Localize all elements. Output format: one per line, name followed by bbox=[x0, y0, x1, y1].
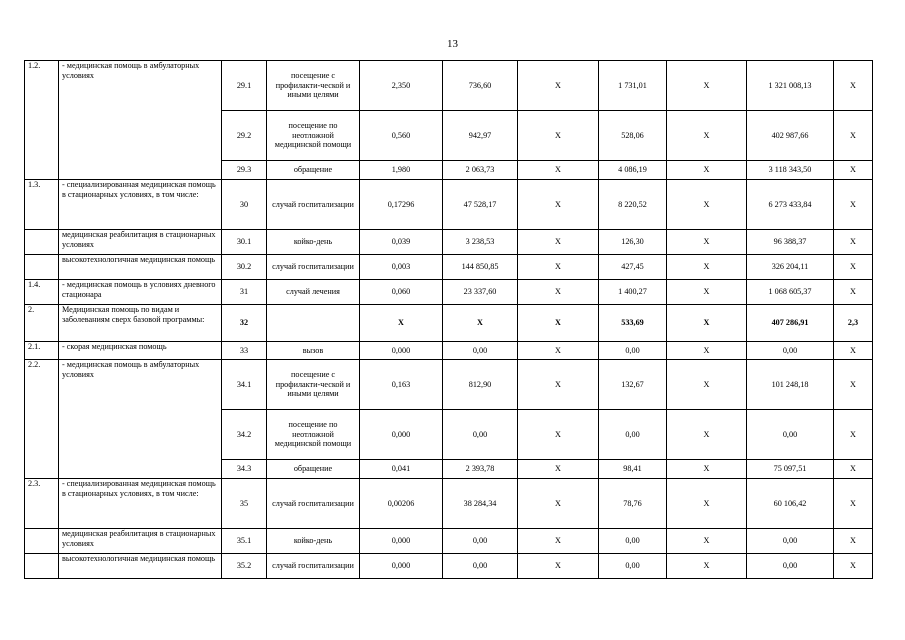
row-value: Х bbox=[667, 342, 747, 360]
row-value: Х bbox=[518, 111, 599, 161]
row-name: - специализированная медицинская помощь в стационарных условиях, в том числе: bbox=[59, 180, 222, 230]
row-number: 2.1. bbox=[25, 342, 59, 360]
table-row bbox=[25, 554, 873, 579]
row-value: 47 528,17 bbox=[443, 180, 518, 230]
row-value: 0,060 bbox=[360, 280, 443, 305]
row-value: 1 731,01 bbox=[599, 61, 667, 111]
row-value: Х bbox=[518, 342, 599, 360]
row-value: 528,06 bbox=[599, 111, 667, 161]
row-code: 30.2 bbox=[222, 255, 267, 280]
row-number bbox=[25, 230, 59, 255]
row-value: 407 286,91 bbox=[747, 305, 834, 342]
row-unit: случай лечения bbox=[267, 280, 360, 305]
row-code: 33 bbox=[222, 342, 267, 360]
row-value: Х bbox=[834, 111, 873, 161]
row-value: Х bbox=[834, 360, 873, 410]
row-unit: вызов bbox=[267, 342, 360, 360]
table-row bbox=[25, 230, 873, 255]
row-name: - специализированная медицинская помощь в стационарных условиях, в том числе: bbox=[59, 479, 222, 529]
row-value: Х bbox=[667, 111, 747, 161]
row-value: 98,41 bbox=[599, 460, 667, 479]
row-value: 0,560 bbox=[360, 111, 443, 161]
row-code: 29.2 bbox=[222, 111, 267, 161]
row-value: 1 068 605,37 bbox=[747, 280, 834, 305]
row-value: Х bbox=[518, 230, 599, 255]
row-value: 75 097,51 bbox=[747, 460, 834, 479]
row-value: 132,67 bbox=[599, 360, 667, 410]
row-value: Х bbox=[834, 460, 873, 479]
row-value: 402 987,66 bbox=[747, 111, 834, 161]
row-value: Х bbox=[667, 410, 747, 460]
row-value: 0,00 bbox=[599, 554, 667, 579]
row-value: Х bbox=[834, 554, 873, 579]
row-value: Х bbox=[667, 180, 747, 230]
row-value: 0,003 bbox=[360, 255, 443, 280]
row-value: 0,00 bbox=[599, 410, 667, 460]
row-value: 1,980 bbox=[360, 161, 443, 180]
row-value: Х bbox=[667, 529, 747, 554]
row-value: 0,163 bbox=[360, 360, 443, 410]
table-row bbox=[25, 180, 873, 230]
row-value: Х bbox=[667, 554, 747, 579]
row-value: Х bbox=[667, 255, 747, 280]
row-value: Х bbox=[667, 161, 747, 180]
row-value: 812,90 bbox=[443, 360, 518, 410]
row-number: 2.2. bbox=[25, 360, 59, 479]
row-number bbox=[25, 529, 59, 554]
row-value: 0,00 bbox=[443, 529, 518, 554]
row-code: 29.1 bbox=[222, 61, 267, 111]
row-value: 2,3 bbox=[834, 305, 873, 342]
row-value: Х bbox=[834, 61, 873, 111]
row-name: - скорая медицинская помощь bbox=[59, 342, 222, 360]
row-value: 4 086,19 bbox=[599, 161, 667, 180]
row-value: Х bbox=[518, 161, 599, 180]
table-row bbox=[25, 280, 873, 305]
table-row bbox=[25, 342, 873, 360]
row-value: 2 393,78 bbox=[443, 460, 518, 479]
row-value: Х bbox=[518, 280, 599, 305]
row-value: 6 273 433,84 bbox=[747, 180, 834, 230]
row-value: 0,00 bbox=[443, 342, 518, 360]
row-value: Х bbox=[834, 230, 873, 255]
financing-table bbox=[24, 60, 873, 579]
row-value: Х bbox=[834, 529, 873, 554]
row-value: 942,97 bbox=[443, 111, 518, 161]
table-row bbox=[25, 61, 873, 111]
row-value: Х bbox=[518, 255, 599, 280]
row-unit: случай госпитализации bbox=[267, 479, 360, 529]
row-number: 1.4. bbox=[25, 280, 59, 305]
row-name: медицинская реабилитация в стационарных условиях bbox=[59, 230, 222, 255]
row-number: 2.3. bbox=[25, 479, 59, 529]
row-value: Х bbox=[518, 305, 599, 342]
row-value: 0,00 bbox=[599, 529, 667, 554]
row-name: Медицинская помощь по видам и заболеваниям сверх базовой программы: bbox=[59, 305, 222, 342]
row-code: 30 bbox=[222, 180, 267, 230]
row-unit: случай госпитализации bbox=[267, 180, 360, 230]
row-number: 1.3. bbox=[25, 180, 59, 230]
row-code: 35 bbox=[222, 479, 267, 529]
table-row bbox=[25, 479, 873, 529]
row-value: Х bbox=[834, 342, 873, 360]
row-value: 23 337,60 bbox=[443, 280, 518, 305]
table-row bbox=[25, 529, 873, 554]
row-value: 3 238,53 bbox=[443, 230, 518, 255]
row-value: Х bbox=[360, 305, 443, 342]
row-value: 533,69 bbox=[599, 305, 667, 342]
row-value: 427,45 bbox=[599, 255, 667, 280]
row-value: 0,00 bbox=[747, 342, 834, 360]
row-name: медицинская реабилитация в стационарных условиях bbox=[59, 529, 222, 554]
row-value: Х bbox=[443, 305, 518, 342]
row-number: 1.2. bbox=[25, 61, 59, 180]
row-value: Х bbox=[667, 230, 747, 255]
row-unit: койко-день bbox=[267, 230, 360, 255]
row-value: 1 321 008,13 bbox=[747, 61, 834, 111]
row-value: 96 388,37 bbox=[747, 230, 834, 255]
row-unit: посещение с профилакти-ческой и иными целями bbox=[267, 360, 360, 410]
row-unit: посещение с профилакти-ческой и иными целями bbox=[267, 61, 360, 111]
row-value: Х bbox=[667, 305, 747, 342]
row-value: 0,00 bbox=[747, 410, 834, 460]
row-value: 326 204,11 bbox=[747, 255, 834, 280]
row-value: Х bbox=[834, 255, 873, 280]
row-value: Х bbox=[834, 161, 873, 180]
row-value: 0,00 bbox=[599, 342, 667, 360]
row-value: 126,30 bbox=[599, 230, 667, 255]
row-number bbox=[25, 255, 59, 280]
row-code: 34.3 bbox=[222, 460, 267, 479]
row-name: - медицинская помощь в условиях дневного стационара bbox=[59, 280, 222, 305]
row-value: Х bbox=[518, 529, 599, 554]
row-value: 2 063,73 bbox=[443, 161, 518, 180]
row-value: 0,039 bbox=[360, 230, 443, 255]
row-value: 0,17296 bbox=[360, 180, 443, 230]
table-row bbox=[25, 305, 873, 342]
row-value: Х bbox=[518, 554, 599, 579]
row-value: Х bbox=[518, 410, 599, 460]
row-value: 0,000 bbox=[360, 342, 443, 360]
row-value: Х bbox=[834, 410, 873, 460]
row-code: 31 bbox=[222, 280, 267, 305]
row-number bbox=[25, 554, 59, 579]
table-row bbox=[25, 360, 873, 410]
row-code: 35.1 bbox=[222, 529, 267, 554]
row-value: 78,76 bbox=[599, 479, 667, 529]
row-code: 32 bbox=[222, 305, 267, 342]
row-value: Х bbox=[667, 61, 747, 111]
row-value: 2,350 bbox=[360, 61, 443, 111]
row-name: высокотехнологичная медицинская помощь bbox=[59, 554, 222, 579]
row-name: - медицинская помощь в амбулаторных условиях bbox=[59, 61, 222, 180]
row-value: Х bbox=[518, 460, 599, 479]
row-unit bbox=[267, 305, 360, 342]
row-code: 30.1 bbox=[222, 230, 267, 255]
page-number: 13 bbox=[447, 38, 458, 50]
row-code: 29.3 bbox=[222, 161, 267, 180]
row-value: Х bbox=[518, 61, 599, 111]
row-name: высокотехнологичная медицинская помощь bbox=[59, 255, 222, 280]
row-unit: обращение bbox=[267, 460, 360, 479]
row-code: 34.2 bbox=[222, 410, 267, 460]
row-unit: случай госпитализации bbox=[267, 554, 360, 579]
row-value: Х bbox=[667, 360, 747, 410]
row-value: 0,041 bbox=[360, 460, 443, 479]
row-value: 60 106,42 bbox=[747, 479, 834, 529]
row-value: 0,000 bbox=[360, 410, 443, 460]
row-value: 3 118 343,50 bbox=[747, 161, 834, 180]
row-value: 0,00 bbox=[747, 529, 834, 554]
row-value: 8 220,52 bbox=[599, 180, 667, 230]
row-unit: посещение по неотложной медицинской помощи bbox=[267, 410, 360, 460]
row-value: 101 248,18 bbox=[747, 360, 834, 410]
row-value: Х bbox=[667, 460, 747, 479]
row-value: 144 850,85 bbox=[443, 255, 518, 280]
row-value: 38 284,34 bbox=[443, 479, 518, 529]
row-value: Х bbox=[834, 180, 873, 230]
row-value: 0,000 bbox=[360, 529, 443, 554]
row-value: Х bbox=[834, 280, 873, 305]
row-unit: койко-день bbox=[267, 529, 360, 554]
row-value: 1 400,27 bbox=[599, 280, 667, 305]
row-name: - медицинская помощь в амбулаторных условиях bbox=[59, 360, 222, 479]
row-value: 0,000 bbox=[360, 554, 443, 579]
row-value: Х bbox=[518, 360, 599, 410]
row-value: Х bbox=[667, 280, 747, 305]
row-unit: обращение bbox=[267, 161, 360, 180]
row-value: 0,00206 bbox=[360, 479, 443, 529]
row-value: Х bbox=[518, 479, 599, 529]
row-number: 2. bbox=[25, 305, 59, 342]
table-row bbox=[25, 255, 873, 280]
row-unit: посещение по неотложной медицинской помощи bbox=[267, 111, 360, 161]
row-value: 0,00 bbox=[747, 554, 834, 579]
row-code: 34.1 bbox=[222, 360, 267, 410]
row-value: Х bbox=[834, 479, 873, 529]
row-value: Х bbox=[518, 180, 599, 230]
row-value: 0,00 bbox=[443, 554, 518, 579]
row-unit: случай госпитализации bbox=[267, 255, 360, 280]
row-value: 736,60 bbox=[443, 61, 518, 111]
row-value: 0,00 bbox=[443, 410, 518, 460]
row-code: 35.2 bbox=[222, 554, 267, 579]
row-value: Х bbox=[667, 479, 747, 529]
